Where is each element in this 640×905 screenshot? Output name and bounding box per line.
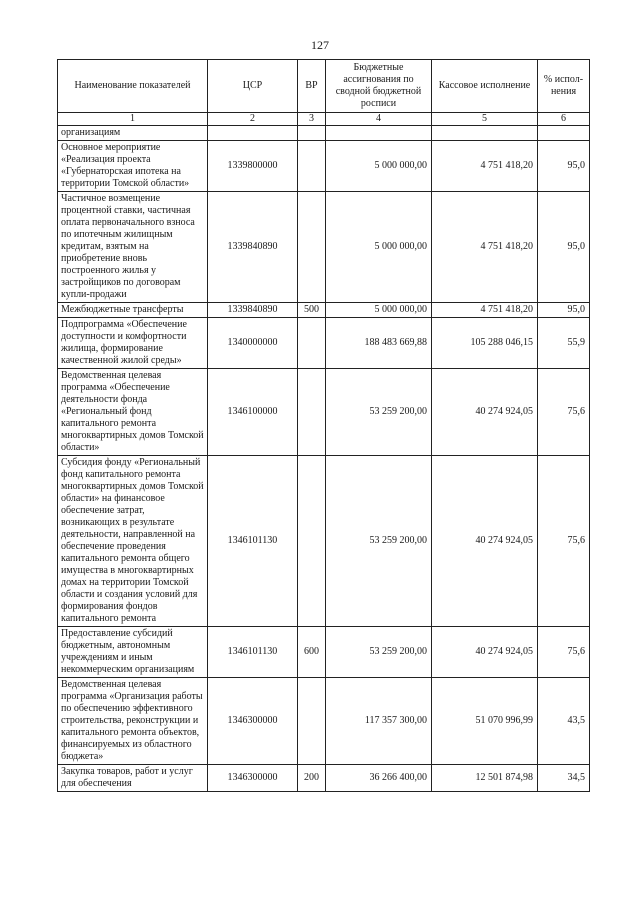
table-row bbox=[58, 318, 590, 369]
row-budget: 117 357 300,00 bbox=[326, 678, 432, 765]
row-cash: 4 751 418,20 bbox=[432, 141, 538, 192]
row-csr: 1340000000 bbox=[208, 318, 298, 369]
row-name: Межбюджетные трансферты bbox=[58, 303, 208, 318]
budget-execution-table bbox=[57, 59, 590, 792]
table-row bbox=[58, 678, 590, 765]
row-budget: 5 000 000,00 bbox=[326, 303, 432, 318]
header-budget: Бюджетные ассигнования по сводной бюджетной росписи bbox=[326, 60, 432, 113]
page-number: 127 bbox=[311, 38, 329, 52]
row-cash: 51 070 996,99 bbox=[432, 678, 538, 765]
table-row bbox=[58, 141, 590, 192]
row-cash: 40 274 924,05 bbox=[432, 456, 538, 627]
row-pct: 34,5 bbox=[538, 765, 590, 792]
row-name: Предоставление субсидий бюджетным, автономным учреждениям и иным некоммерческим организациям bbox=[58, 627, 208, 678]
table-row bbox=[58, 627, 590, 678]
row-name: Подпрограмма «Обеспечение доступности и комфортности жилища, формирование качественной жилой среды» bbox=[58, 318, 208, 369]
table-row bbox=[58, 456, 590, 627]
table-row bbox=[58, 765, 590, 792]
row-vr bbox=[298, 192, 326, 303]
table-row bbox=[58, 126, 590, 141]
column-number: 4 bbox=[326, 113, 432, 126]
row-cash bbox=[432, 126, 538, 141]
row-name: Основное мероприятие «Реализация проекта «Губернаторская ипотека на территории Томской области» bbox=[58, 141, 208, 192]
column-number: 5 bbox=[432, 113, 538, 126]
row-vr: 500 bbox=[298, 303, 326, 318]
row-vr bbox=[298, 126, 326, 141]
row-vr bbox=[298, 456, 326, 627]
row-pct: 75,6 bbox=[538, 456, 590, 627]
row-csr: 1346101130 bbox=[208, 627, 298, 678]
row-cash: 40 274 924,05 bbox=[432, 627, 538, 678]
row-budget: 5 000 000,00 bbox=[326, 141, 432, 192]
row-cash: 12 501 874,98 bbox=[432, 765, 538, 792]
row-vr bbox=[298, 678, 326, 765]
row-cash: 4 751 418,20 bbox=[432, 192, 538, 303]
row-csr: 1346300000 bbox=[208, 765, 298, 792]
row-pct: 95,0 bbox=[538, 141, 590, 192]
row-name: организациям bbox=[58, 126, 208, 141]
column-number: 2 bbox=[208, 113, 298, 126]
header-vr: ВР bbox=[298, 60, 326, 113]
row-cash: 4 751 418,20 bbox=[432, 303, 538, 318]
row-budget: 5 000 000,00 bbox=[326, 192, 432, 303]
column-number: 1 bbox=[58, 113, 208, 126]
column-number: 6 bbox=[538, 113, 590, 126]
row-budget: 53 259 200,00 bbox=[326, 456, 432, 627]
row-vr: 600 bbox=[298, 627, 326, 678]
row-name: Закупка товаров, работ и услуг для обеспечения bbox=[58, 765, 208, 792]
row-vr bbox=[298, 369, 326, 456]
row-cash: 40 274 924,05 bbox=[432, 369, 538, 456]
table-row bbox=[58, 303, 590, 318]
table-row bbox=[58, 369, 590, 456]
row-pct: 95,0 bbox=[538, 303, 590, 318]
row-budget: 36 266 400,00 bbox=[326, 765, 432, 792]
header-name: Наименование показателей bbox=[58, 60, 208, 113]
row-csr: 1339800000 bbox=[208, 141, 298, 192]
row-pct: 75,6 bbox=[538, 627, 590, 678]
row-pct bbox=[538, 126, 590, 141]
row-vr: 200 bbox=[298, 765, 326, 792]
row-pct: 95,0 bbox=[538, 192, 590, 303]
table-header-row bbox=[58, 60, 590, 113]
header-pct: % испол-нения bbox=[538, 60, 590, 113]
row-vr bbox=[298, 141, 326, 192]
row-pct: 75,6 bbox=[538, 369, 590, 456]
row-cash: 105 288 046,15 bbox=[432, 318, 538, 369]
row-name: Частичное возмещение процентной ставки, частичная оплата первоначального взноса по ипотечным жилищным кредитам, взятым на приобретение вновь построенного жилья у застройщиков по договорам купли-продажи bbox=[58, 192, 208, 303]
column-number-row bbox=[58, 113, 590, 126]
row-name: Ведомственная целевая программа «Организация работы по обеспечению эффективного строительства, реконструкции и капитального ремонта объектов, финансируемых из областного бюджета» bbox=[58, 678, 208, 765]
header-cash: Кассовое исполнение bbox=[432, 60, 538, 113]
row-csr: 1346300000 bbox=[208, 678, 298, 765]
row-csr: 1346100000 bbox=[208, 369, 298, 456]
row-pct: 55,9 bbox=[538, 318, 590, 369]
row-budget bbox=[326, 126, 432, 141]
row-budget: 53 259 200,00 bbox=[326, 627, 432, 678]
table-row bbox=[58, 192, 590, 303]
header-csr: ЦСР bbox=[208, 60, 298, 113]
column-number: 3 bbox=[298, 113, 326, 126]
row-csr: 1346101130 bbox=[208, 456, 298, 627]
row-pct: 43,5 bbox=[538, 678, 590, 765]
row-budget: 188 483 669,88 bbox=[326, 318, 432, 369]
row-csr: 1339840890 bbox=[208, 303, 298, 318]
row-name: Субсидия фонду «Региональный фонд капитального ремонта многоквартирных домов Томской области» на финансовое обеспечение затрат, возникающих в результате деятельности, направленной на обеспечение проведения капитального ремонта общего имущества в многоквартирных домах на территории Томской области и создания условий для формирования фондов капитального ремонта bbox=[58, 456, 208, 627]
row-csr: 1339840890 bbox=[208, 192, 298, 303]
row-vr bbox=[298, 318, 326, 369]
row-budget: 53 259 200,00 bbox=[326, 369, 432, 456]
row-csr bbox=[208, 126, 298, 141]
row-name: Ведомственная целевая программа «Обеспечение деятельности фонда «Региональный фонд капитального ремонта многоквартирных домов Томской области» bbox=[58, 369, 208, 456]
